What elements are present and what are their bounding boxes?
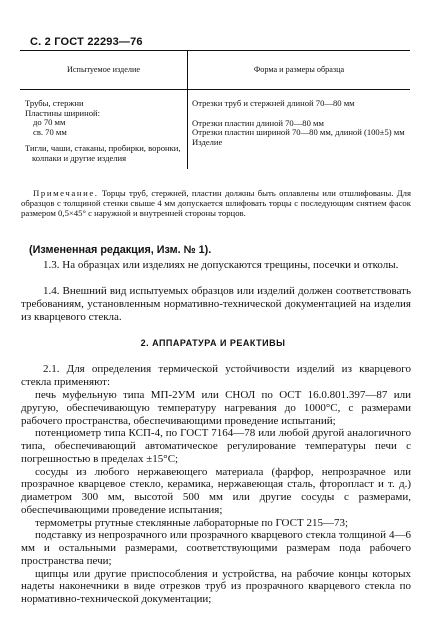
item-line: св. 70 мм — [33, 126, 67, 137]
amendment-note: (Измененная редакция, Изм. № 1). — [29, 244, 212, 256]
table-header-row — [20, 51, 410, 90]
list-item: щипцы или другие приспособления и устройства, на рабочие концы которых надеты наконечники в виде отрезков труб из прозрачного кварцевого стекла по нормативно-технической документации; — [21, 567, 411, 605]
item-line: Тигли, чаши, стаканы, пробирки, воронки, колпаки и другие изделия — [25, 142, 181, 163]
specimen-table — [20, 50, 410, 169]
specimen-line: Отрезки пластин шириной 70—80 мм, длиной (100±5) мм — [192, 127, 405, 138]
list-item: термометры ртутные стеклянные лабораторные по ГОСТ 215—73; — [35, 516, 348, 529]
table-note — [21, 188, 411, 218]
note-text: Торцы труб, стержней, пластин должны быть оплавлены или отшлифованы. Для образцов с толщиной стенки свыше 4 мм допускается шлифовать торцы с последующим снятием фасок размером 0,5×45° с наружной и внутренней стороны торцов. — [21, 188, 411, 218]
list-item: потенциометр типа КСП-4, по ГОСТ 7164—78 или любой другой аналогичного типа, обеспечивающий автоматическое регулирование температуры печи с погрешностью в пределах ±15°С; — [21, 427, 411, 465]
column-header-item: Испытуемое изделие — [20, 51, 188, 90]
column-header-specimen: Форма и размеры образца — [188, 51, 411, 90]
list-item: печь муфельную типа МП-2УМ или СНОЛ по ОСТ 16.0.801.397—87 или другую, обеспечивающую температуру нагревания до 1000°С, с размерами рабочего пространства, обеспечивающими проведение испытаний; — [21, 389, 411, 427]
equipment-list — [21, 389, 411, 606]
list-item: подставку из непрозрачного или прозрачного кварцевого стекла толщиной 4—6 мм и остальными размерами, соответствующими размерам пода рабочего пространства печи; — [21, 529, 411, 567]
specimen-line: Изделие — [192, 136, 223, 147]
clause-2-1: 2.1. Для определения термической устойчивости изделий из кварцевого стекла применяют: — [21, 363, 411, 388]
table-cell-specimen — [188, 138, 411, 169]
list-item: сосуды из любого нержавеющего материала (фарфор, непрозрачное или прозрачное кварцевое стекло, керамика, нержавеющая сталь, фторопласт и т. д.) диаметром 300 мм, высотой 500 мм или другие сосуды с размерами, обеспечивающими проведение испытания; — [21, 465, 411, 516]
page-header: С. 2 ГОСТ 22293—76 — [30, 36, 143, 48]
item-line: до 70 мм — [33, 117, 66, 128]
note-label: Примечание. — [33, 188, 99, 198]
section-title: 2. АППАРАТУРА И РЕАКТИВЫ — [140, 338, 286, 348]
item-line: Трубы, стержни — [25, 98, 84, 108]
clause-1-3: 1.3. На образцах или изделиях не допускаются трещины, посечки и отколы. — [43, 259, 399, 271]
clause-1-4: 1.4. Внешний вид испытуемых образцов или изделий должен соответствовать требованиям, установленным нормативно-технической документацией на изделия из кварцевого стекла. — [21, 285, 411, 323]
table-cell-item — [20, 138, 188, 169]
table-row — [20, 138, 410, 169]
specimen-line: Отрезки труб и стержней длиной 70—80 мм — [192, 98, 355, 108]
table-cell-specimen — [188, 90, 411, 138]
table-row — [20, 90, 410, 138]
specimen-line: Отрезки пластин длиной 70—80 мм — [192, 117, 324, 128]
table-cell-item — [20, 90, 188, 138]
item-line: Пластины шириной: — [25, 107, 100, 118]
